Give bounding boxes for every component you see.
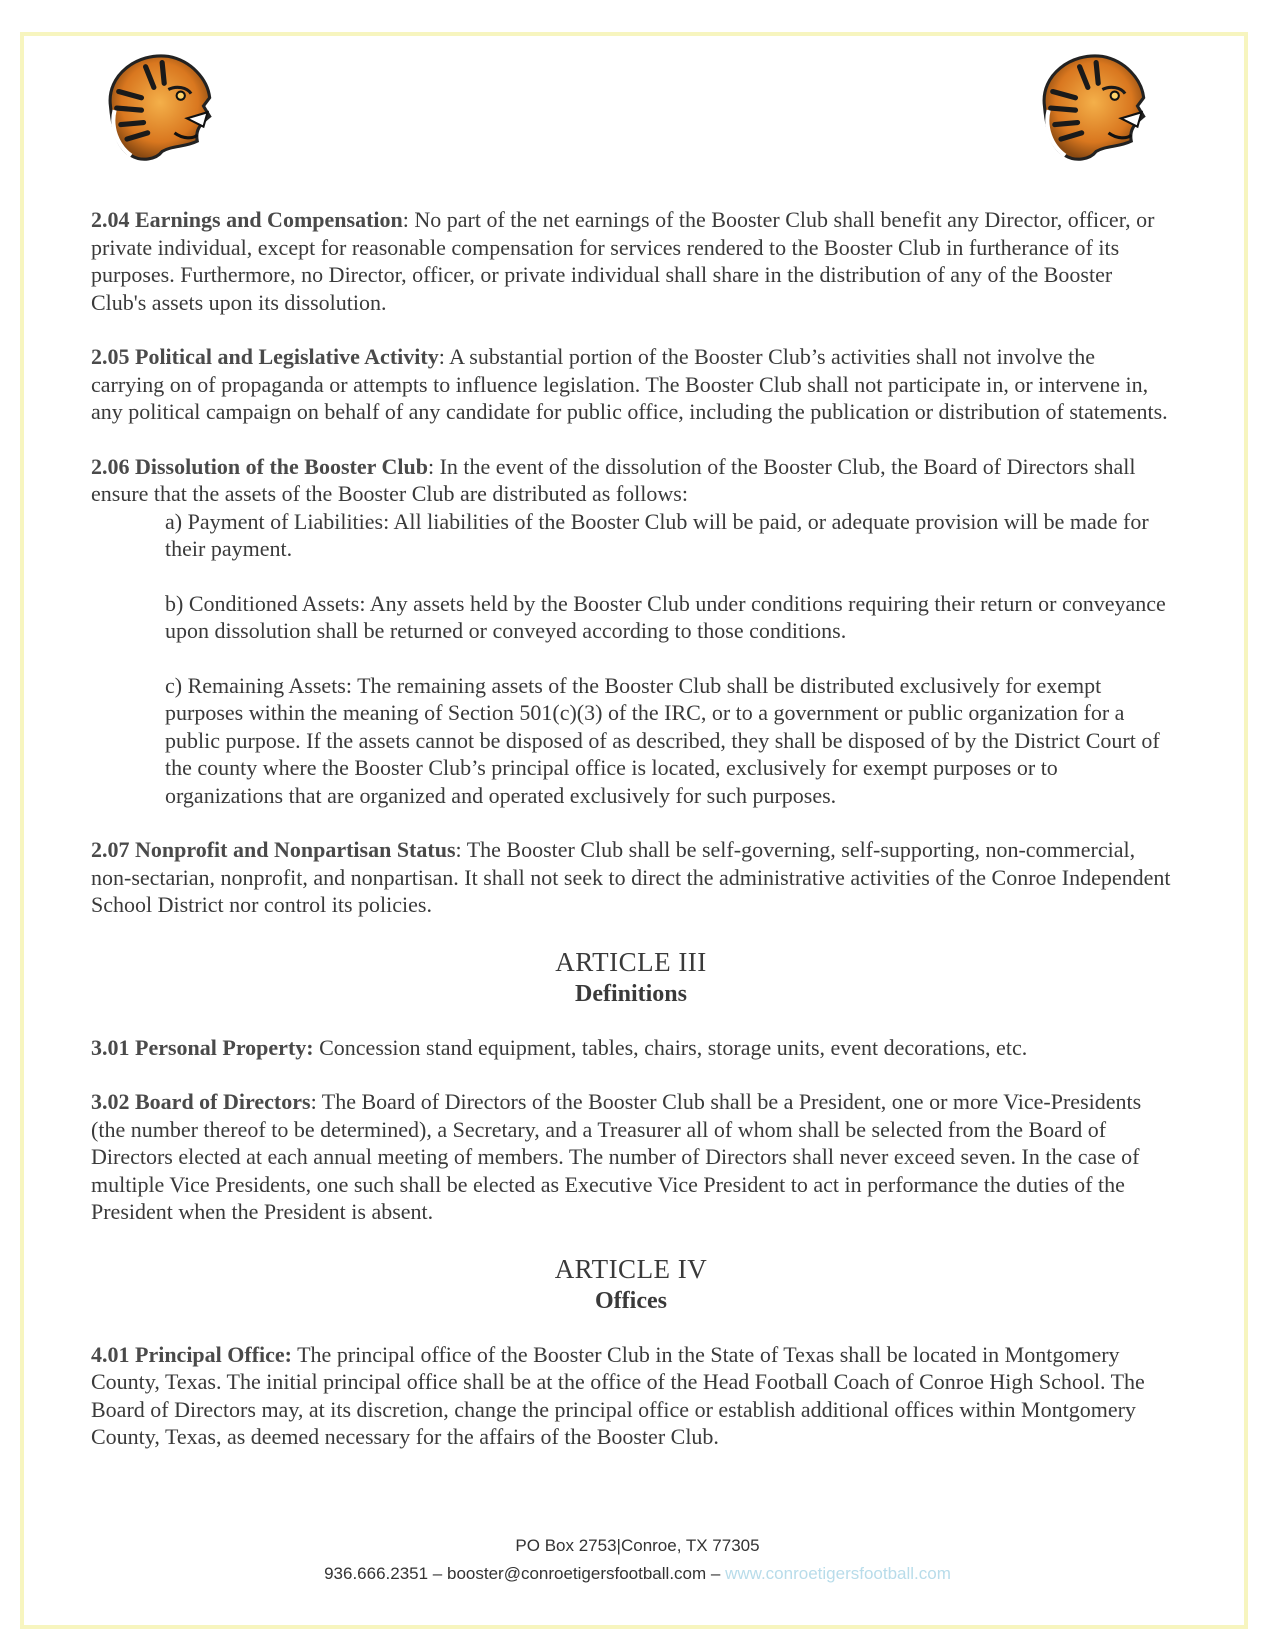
dissolution-item: b) Conditioned Assets: Any assets held by the Booster Club under conditions requiring their return or conveyance upon dissolution shall be returned or conveyed according to those conditions.	[165, 590, 1166, 643]
section-body: : A substantial portion of the Booster Club’s activities shall not involve the carrying on of propaganda or attempts to influence legislation. The Booster Club shall not participate in, or intervene in, any political campaign on behalf of any candidate for public office, including the publication or distribution of statements.	[91, 344, 1168, 424]
footer-address: PO Box 2753|Conroe, TX 77305	[515, 1536, 760, 1555]
section-title: 2.07 Nonprofit and Nonpartisan Status	[91, 837, 456, 862]
section-3-01	[91, 1034, 1171, 1062]
article-title: ARTICLE III	[555, 946, 707, 977]
tiger-logo-icon	[96, 44, 220, 168]
section-body: : No part of the net earnings of the Booster Club shall benefit any Director, officer, or private individual, except for reasonable compensation for services rendered to the Booster Club in furtherance of its purposes. Furthermore, no Director, officer, or private individual shall share in the distribution of any of the Booster Club's assets upon its dissolution.	[91, 207, 1155, 315]
article-subtitle: Offices	[595, 1287, 667, 1314]
section-body: Concession stand equipment, tables, chairs, storage units, event decorations, etc.	[313, 1034, 1028, 1060]
footer-contact: 936.666.2351 – booster@conroetigersfootball.com –	[324, 1564, 726, 1583]
document-body	[91, 206, 1171, 1478]
section-3-02	[91, 1088, 1171, 1226]
section-2-05	[91, 343, 1171, 426]
section-body: : The Board of Directors of the Booster Club shall be a President, one or more Vice-Presidents (the number thereof to be determined), a Secretary, and a Treasurer all of whom shall be selected from the Board of Directors elected at each annual meeting of members. The number of Directors shall never exceed seven. In the case of multiple Vice Presidents, one such shall be elected as Executive Vice President to act in performance the duties of the President when the President is absent.	[91, 1089, 1142, 1224]
section-title: 3.01 Personal Property:	[91, 1034, 314, 1060]
section-title: 2.06 Dissolution of the Booster Club	[91, 453, 428, 479]
section-2-06	[91, 453, 1171, 508]
section-body: : In the event of the dissolution of the Booster Club, the Board of Directors shall ensure that the assets of the Booster Club are distributed as follows:	[91, 453, 1136, 506]
section-body: : The Booster Club shall be self-governing, self-supporting, non-commercial, non-sectarian, nonprofit, and nonpartisan. It shall not seek to direct the administrative activities of the Conroe Independent School District nor control its policies.	[91, 837, 1171, 917]
section-title: 2.05 Political and Legislative Activity	[91, 344, 439, 369]
section-body: The principal office of the Booster Club in the State of Texas shall be located in Montgomery County, Texas. The initial principal office shall be at the office of the Head Football Coach of Conroe High School. The Board of Directors may, at its discretion, change the principal office or establish additional offices within Montgomery County, Texas, as deemed necessary for the affairs of the Booster Club.	[91, 1341, 1145, 1449]
section-2-07	[91, 836, 1171, 919]
dissolution-item: a) Payment of Liabilities: All liabilities of the Booster Club will be paid, or adequate provision will be made for their payment.	[165, 508, 1149, 561]
footer-contact-line	[0, 1564, 1275, 1584]
article-heading	[91, 946, 1171, 1010]
article-subtitle: Definitions	[574, 980, 687, 1007]
footer-website-link[interactable]: www.conroetigersfootball.com	[725, 1564, 951, 1583]
section-4-01	[91, 1341, 1171, 1451]
tiger-logo-icon	[1030, 44, 1154, 168]
article-title: ARTICLE IV	[554, 1253, 708, 1284]
article-heading	[91, 1253, 1171, 1317]
section-title: 4.01 Principal Office:	[91, 1341, 293, 1367]
section-title: 2.04 Earnings and Compensation	[91, 207, 403, 232]
dissolution-item: c) Remaining Assets: The remaining assets of the Booster Club shall be distributed exclusively for exempt purposes within the meaning of Section 501(c)(3) of the IRC, or to a government or public organization for a public purpose. If the assets cannot be disposed of as described, they shall be disposed of by the District Court of the county where the Booster Club’s principal office is located, exclusively for exempt purposes or to organizations that are organized and operated exclusively for such purposes.	[165, 672, 1160, 808]
section-title: 3.02 Board of Directors	[91, 1089, 311, 1114]
section-2-04	[91, 206, 1171, 316]
